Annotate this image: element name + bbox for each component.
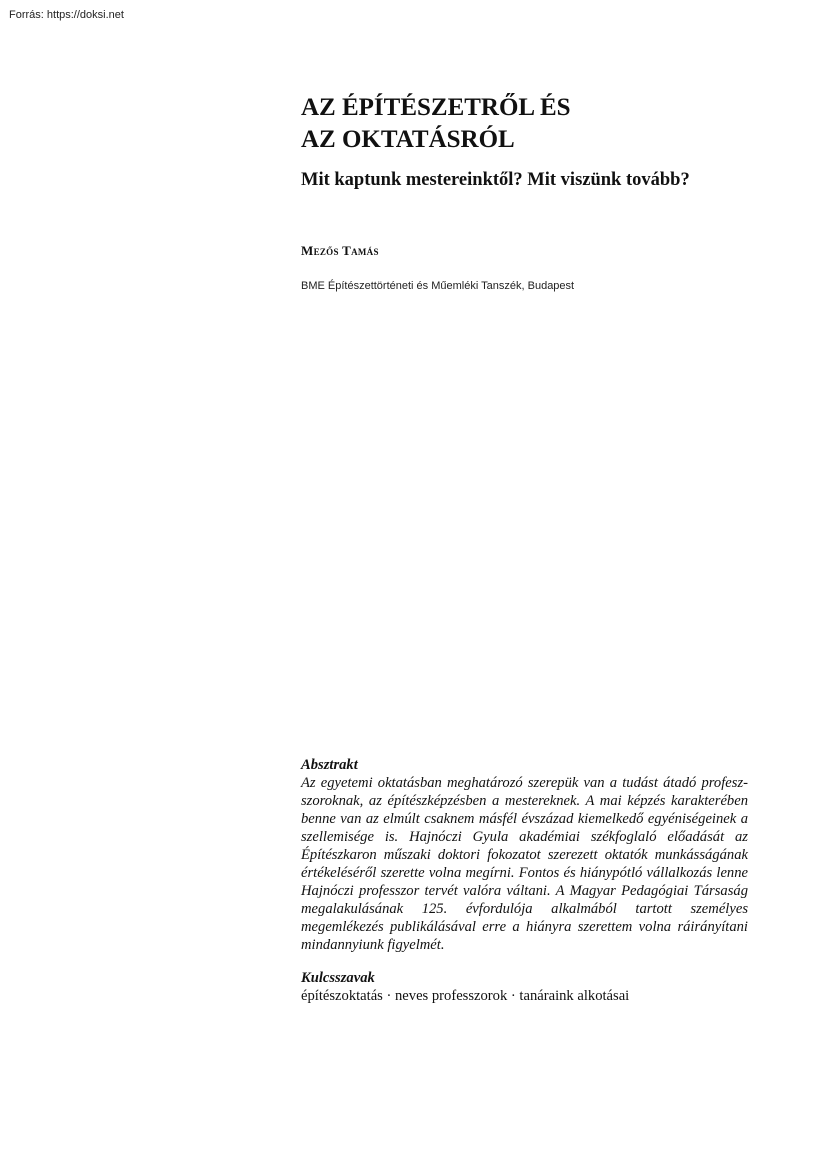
page-title	[301, 92, 721, 156]
page-subtitle: Mit kaptunk mestereinktől? Mit viszünk tovább?	[301, 170, 690, 190]
keywords-heading: Kulcsszavak	[301, 970, 375, 986]
title-line-2: AZ OKTATÁSRÓL	[301, 126, 515, 153]
author-affiliation: BME Építészettörténeti és Műemléki Tanszék, Budapest	[301, 280, 575, 292]
keywords-list: építészoktatás · neves professzorok · tanáraink alkotásai	[301, 988, 630, 1004]
title-line-1: AZ ÉPÍTÉSZETRŐL ÉS	[301, 94, 571, 121]
abstract-body: Az egyetemi oktatásban meghatározó szerepük van a tudást átadó profeszszoroknak, az építészképzésben a mestereknek. A mai képzés karakterében benne van az elmúlt csaknem másfél évszázad kiemelkedő egyéniségeinek a szellemisége is. Hajnóczi Gyula akadémiai székfoglaló előadását az Építészkaron műszaki doktori fokozatot szerezett oktatók munkásságának értékeléséről szerette volna megírni. Fontos és hiánypótló vállalkozás lenne Hajnóczi professzor tervét valóra váltani. A Magyar Pedagógiai Társaság megalakulásának 125. évfordulója alkalmából tartott személyes megemlékezés publikálásával erre a hiányra szerettem volna ráirányítani mindannyiunk figyelmét.	[301, 775, 748, 953]
abstract-heading: Absztrakt	[301, 757, 358, 773]
abstract-section	[301, 756, 748, 954]
keywords-section	[301, 969, 748, 1005]
source-label: Forrás: https://doksi.net	[9, 9, 124, 21]
author-name: Mezős Tamás	[301, 243, 379, 258]
